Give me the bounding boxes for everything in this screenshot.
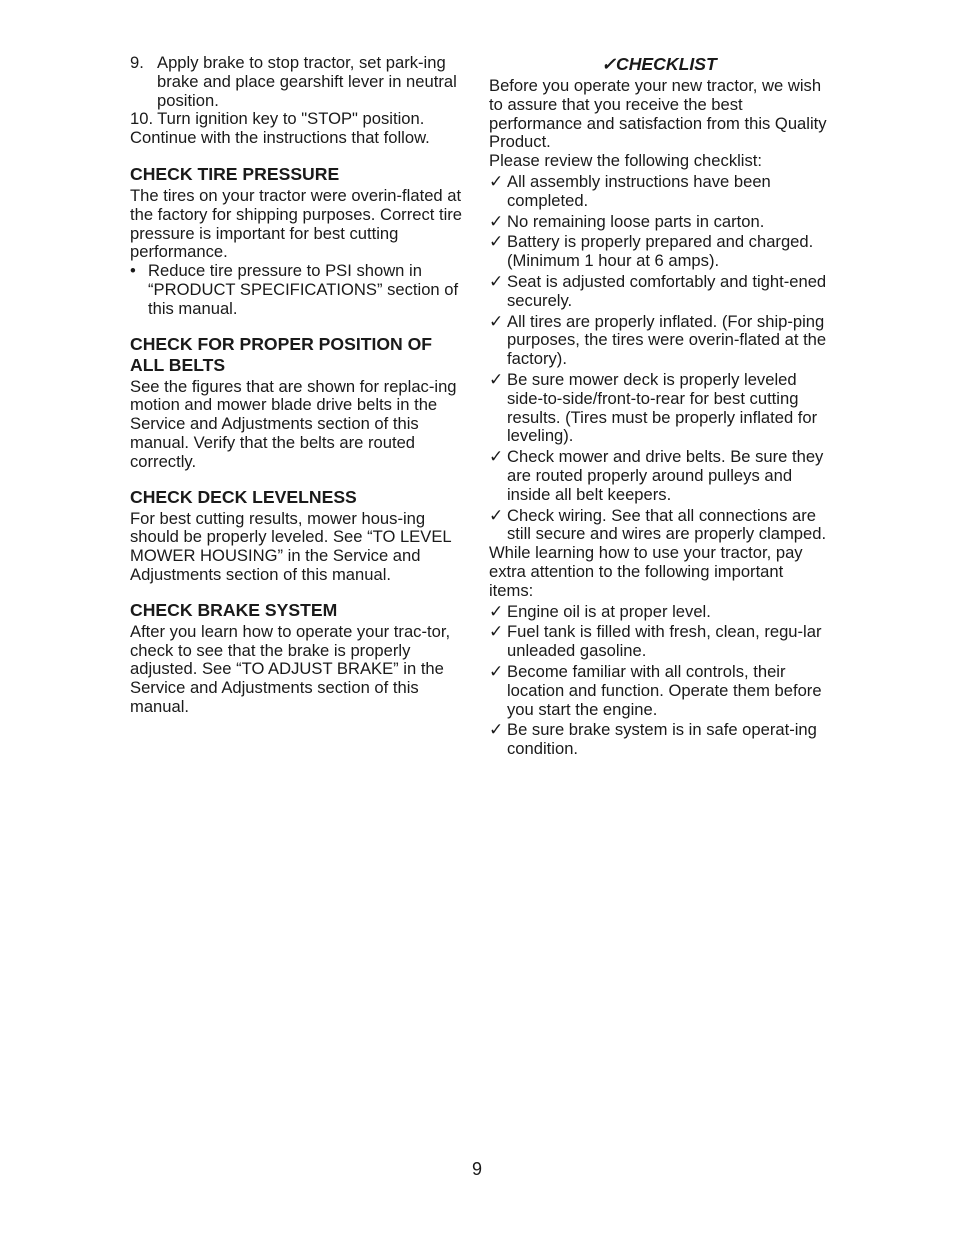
checklist-item-text: All assembly instructions have been completed. (507, 171, 771, 210)
check-icon: ✓ (489, 311, 504, 331)
attention-item-text: Become familiar with all controls, their location and function. Operate them before you start the engine. (507, 661, 822, 719)
check-icon: ✓ (489, 601, 504, 621)
check-icon: ✓ (489, 171, 504, 191)
checklist-items (489, 173, 829, 544)
checklist-item-text: Check mower and drive belts. Be sure they are routed properly around pulleys and inside all belt keepers. (507, 447, 824, 504)
attention-item-text: Fuel tank is filled with fresh, clean, regu-lar unleaded gasoline. (507, 622, 822, 661)
checklist-review: Please review the following checklist: (489, 151, 763, 171)
checklist-item (489, 213, 829, 232)
attention-item (489, 663, 829, 719)
checklist-item (489, 507, 829, 545)
step-9 (130, 54, 470, 110)
check-icon: ✓ (489, 369, 504, 389)
right-column (489, 54, 829, 759)
check-icon: ✓ (489, 271, 504, 291)
bullet-text: Reduce tire pressure to PSI shown in “PRODUCT SPECIFICATIONS” section of this manual. (148, 261, 459, 318)
attention-item-text: Engine oil is at proper level. (507, 601, 711, 621)
checklist-heading: ✓CHECKLIST (601, 54, 717, 74)
belts-body: See the figures that are shown for replac-ing motion and mower blade drive belts in the Service and Adjustments section of this manual. Verify that the belts are routed correctly. (130, 376, 457, 471)
checklist-item-text: All tires are properly inflated. (For ship-ping purposes, the tires were overin-flated at the factory). (507, 311, 827, 369)
checklist-item-text: Check wiring. See that all connections are still secure and wires are properly clamped. (507, 505, 827, 544)
deck-levelness-body: For best cutting results, mower hous-ing should be properly leveled. See “TO LEVEL MOWER HOUSING” in the Service and Adjustments section of this manual. (130, 508, 452, 584)
checklist-item-text: Battery is properly prepared and charged. (Minimum 1 hour at 6 amps). (507, 232, 814, 271)
check-icon: ✓ (489, 211, 504, 231)
checklist-item-text: Seat is adjusted comfortably and tight-ened securely. (507, 271, 827, 310)
attention-item (489, 623, 829, 661)
checklist-item-text: No remaining loose parts in carton. (507, 211, 765, 231)
bullet-icon: • (130, 261, 136, 281)
attention-items (489, 603, 829, 759)
attention-item-text: Be sure brake system is in safe operat-ing condition. (507, 720, 817, 759)
belts-heading: CHECK FOR PROPER POSITION OF ALL BELTS (130, 333, 433, 375)
page-number: 9 (471, 1159, 482, 1179)
checklist-item (489, 313, 829, 369)
brake-system-body: After you learn how to operate your trac-tor, check to see that the brake is properly adjusted. See “TO ADJUST BRAKE” in the Service and Adjustments section of this manual. (130, 621, 451, 716)
step-number: 9. (130, 53, 144, 72)
step-10 (130, 110, 470, 148)
step-number: 10. (130, 109, 154, 129)
check-icon: ✓ (489, 505, 504, 525)
brake-system-heading: CHECK BRAKE SYSTEM (130, 599, 338, 620)
checklist-item (489, 233, 829, 271)
deck-levelness-heading: CHECK DECK LEVELNESS (130, 486, 357, 507)
check-icon: ✓ (489, 622, 504, 642)
tire-pressure-heading: CHECK TIRE PRESSURE (130, 163, 340, 184)
checklist-item-text: Be sure mower deck is properly leveled side-to-side/front-to-rear for best cutting results. (Tires must be properly inflated for leveling). (507, 369, 818, 446)
check-icon: ✓ (489, 447, 504, 467)
checklist-intro: Before you operate your new tractor, we wish to assure that you receive the best performance and satisfaction from this Quality Product. (489, 76, 827, 152)
check-icon: ✓ (489, 661, 504, 681)
left-column (130, 54, 470, 717)
attention-item (489, 721, 829, 759)
checklist-item (489, 273, 829, 311)
checklist-item (489, 173, 829, 211)
step-text: Turn ignition key to "STOP" position. Continue with the instructions that follow. (130, 109, 430, 148)
tire-pressure-bullet (130, 262, 470, 318)
checklist-item (489, 448, 829, 504)
step-text: Apply brake to stop tractor, set park-ing brake and place gearshift lever in neutral position. (157, 53, 457, 110)
checklist-item (489, 371, 829, 446)
check-icon: ✓ (489, 232, 504, 252)
tire-pressure-body: The tires on your tractor were overin-flated at the factory for shipping purposes. Correct tire pressure is important for best cutting performance. (130, 185, 463, 262)
check-icon: ✓ (489, 720, 504, 740)
while-learning-text: While learning how to use your tractor, pay extra attention to the following important items: (489, 543, 803, 600)
attention-item (489, 603, 829, 622)
